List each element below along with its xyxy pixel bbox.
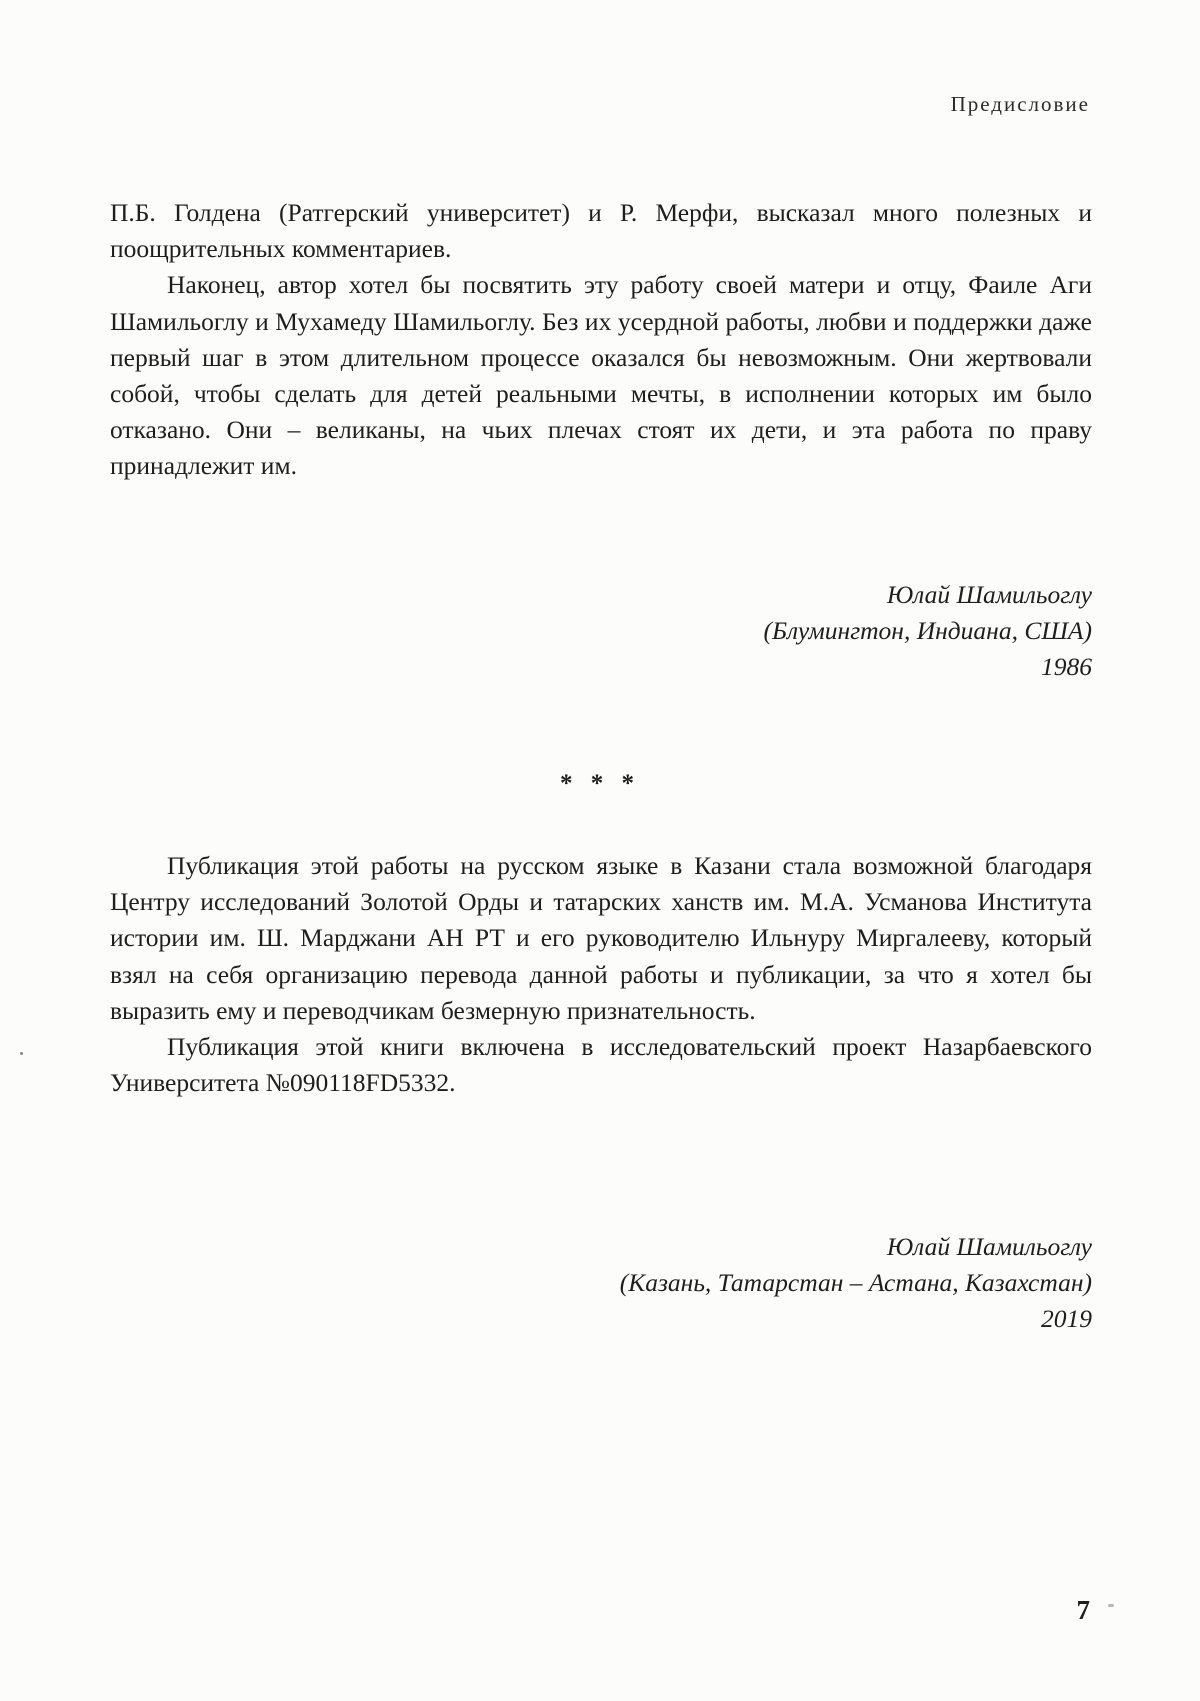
section-separator: * * * [0,770,1200,798]
page-number: 7 [1077,1595,1091,1626]
scan-dot [20,1052,23,1055]
paragraph-project: Публикация этой книги включена в исследовательский проект Назарбаевского Университета №090118FD5332. [110,1029,1092,1101]
preface-1986-text [110,195,1092,485]
signature-year: 2019 [620,1301,1092,1337]
signature-place: (Казань, Татарстан – Астана, Казахстан) [620,1265,1092,1301]
paragraph-dedication: Наконец, автор хотел бы посвятить эту работу своей матери и отцу, Фаиле Аги Шамильоглу и Мухамеду Шамильоглу. Без их усердной работы, любви и поддержки даже первый шаг в этом длительном процессе оказался бы невозможным. Они жертвовали собой, чтобы сделать для детей реальными мечты, в исполнении которых им было отказано. Они – великаны, на чьих плечах стоят их дети, и эта работа по праву принадлежит им. [110,267,1092,484]
preface-2019-text [110,848,1092,1101]
paragraph-continuation: П.Б. Голдена (Ратгерский университет) и Р. Мерфи, высказал много полезных и поощрительных комментариев. [110,195,1092,267]
signature-place: (Блумингтон, Индиана, США) [764,613,1092,649]
signature-author: Юлай Шамильоглу [764,577,1092,613]
signature-year: 1986 [764,649,1092,685]
signature-1986 [764,577,1092,686]
book-page [0,0,1200,1701]
paragraph-publication: Публикация этой работы на русском языке в Казани стала возможной благодаря Центру исследований Золотой Орды и татарских ханств им. М.А. Усманова Института истории им. Ш. Марджани АН РТ и его руководителю Ильнуру Миргалееву, который взял на себя организацию перевода данной работы и публикации, за что я хотел бы выразить ему и переводчикам безмерную признательность. [110,848,1092,1029]
scan-speck [1108,1604,1114,1607]
running-title: Предисловие [951,92,1090,117]
signature-2019 [620,1229,1092,1338]
signature-author: Юлай Шамильоглу [620,1229,1092,1265]
